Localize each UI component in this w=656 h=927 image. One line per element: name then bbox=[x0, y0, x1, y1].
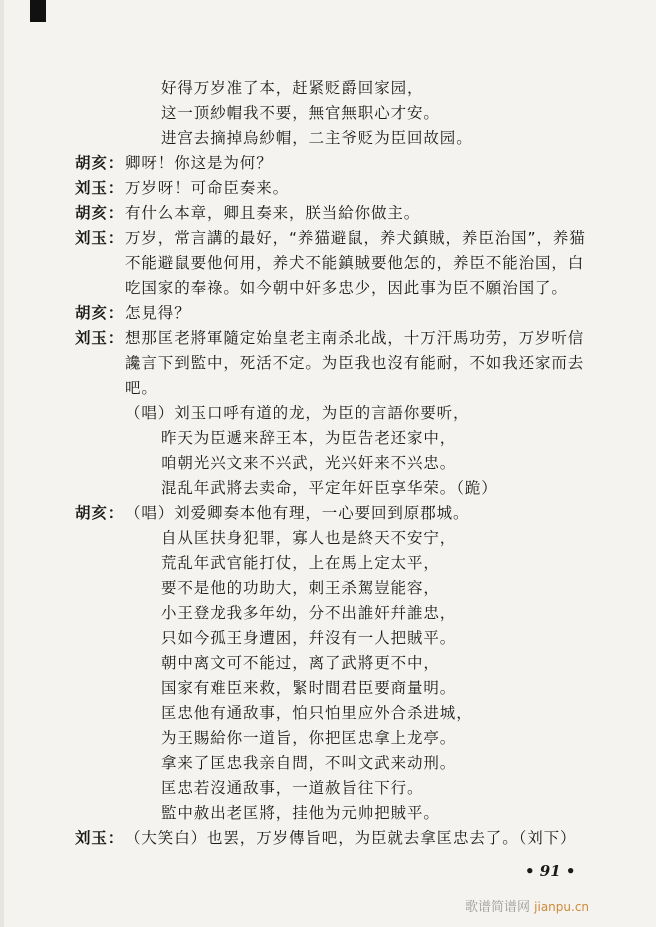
script-line bbox=[75, 626, 635, 651]
scan-edge-mark bbox=[30, 0, 46, 22]
script-line bbox=[75, 726, 635, 751]
line-text: 匡忠他有通敌事，怕只怕里应外合杀进城， bbox=[161, 704, 473, 722]
script-line bbox=[75, 351, 635, 376]
line-text: 为王賜給你一道旨，你把匡忠拿上龙亭。 bbox=[161, 729, 457, 747]
line-text: 吃国家的奉祿。如今朝中奸多忠少，因此事为臣不願治国了。 bbox=[125, 279, 568, 297]
script-line bbox=[75, 701, 635, 726]
script-line bbox=[75, 151, 635, 176]
script-line bbox=[75, 251, 635, 276]
script-line bbox=[75, 651, 635, 676]
script-line bbox=[75, 801, 635, 826]
line-text: 进宫去摘掉烏紗帽，二主爷贬为臣回故园。 bbox=[161, 129, 473, 147]
line-text: 好得万岁准了本，赶紧贬爵回家园， bbox=[161, 79, 424, 97]
line-text: 昨天为臣遞来辞王本，为臣告老还家中， bbox=[161, 429, 457, 447]
speaker-label: 刘玉： bbox=[75, 329, 125, 347]
line-text: 国家有难臣来救，緊时間君臣要商量明。 bbox=[161, 679, 457, 697]
script-line bbox=[75, 226, 635, 251]
script-line bbox=[75, 526, 635, 551]
line-text: 这一顶紗帽我不要，無官無职心才安。 bbox=[161, 104, 440, 122]
script-line bbox=[75, 476, 635, 501]
line-text: 朝中离文可不能过，离了武將更不中， bbox=[161, 654, 440, 672]
script-line bbox=[75, 376, 635, 401]
line-text: 讒言下到監中，死活不定。为臣我也沒有能耐，不如我还家而去 bbox=[125, 354, 585, 372]
script-line bbox=[75, 826, 635, 851]
script-line bbox=[75, 776, 635, 801]
script-line bbox=[75, 426, 635, 451]
watermark-en: jianpu.cn bbox=[534, 900, 590, 914]
page-number: • 91 • bbox=[525, 862, 576, 880]
line-text: （唱）刘玉口呼有道的龙，为臣的言語你要听， bbox=[125, 404, 470, 422]
speaker-label: 刘玉： bbox=[75, 829, 125, 847]
line-text: 監中赦出老匡將，挂他为元帅把賊平。 bbox=[161, 804, 440, 822]
line-text: 想那匡老將軍隨定始皇老主南杀北战，十万汗馬功劳，万岁听信 bbox=[125, 329, 585, 347]
script-line bbox=[75, 76, 635, 101]
line-text: 万岁呀！可命臣奏来。 bbox=[125, 179, 290, 197]
watermark bbox=[465, 896, 589, 915]
script-line bbox=[75, 576, 635, 601]
script-line bbox=[75, 101, 635, 126]
line-text: 不能避鼠要他何用，养犬不能鎮賊要他怎的，养臣不能治国，白 bbox=[125, 254, 585, 272]
line-text: 万岁，常言講的最好，“养猫避鼠，养犬鎮賊，养臣治国”，养猫 bbox=[125, 229, 586, 247]
watermark-cn: 歌谱简谱网 bbox=[465, 900, 531, 915]
line-text: 卿呀！你这是为何？ bbox=[125, 154, 273, 172]
script-line bbox=[75, 401, 635, 426]
speaker-label: 胡亥： bbox=[75, 204, 125, 222]
script-line bbox=[75, 501, 635, 526]
script-line bbox=[75, 276, 635, 301]
speaker-label: 胡亥： bbox=[75, 504, 125, 522]
line-text: 自从匡扶身犯罪，寡人也是終天不安宁， bbox=[161, 529, 457, 547]
script-line bbox=[75, 326, 635, 351]
scan-border bbox=[0, 0, 4, 927]
script-line bbox=[75, 601, 635, 626]
line-text: 咱朝光兴文来不兴武，光兴奸来不兴忠。 bbox=[161, 454, 457, 472]
line-text: 怎見得？ bbox=[125, 304, 191, 322]
script-line bbox=[75, 126, 635, 151]
speaker-label: 刘玉： bbox=[75, 229, 125, 247]
script-line bbox=[75, 451, 635, 476]
line-text: （唱）刘爱卿奏本他有理，一心要回到原郡城。 bbox=[125, 504, 470, 522]
script-line bbox=[75, 676, 635, 701]
speaker-label: 刘玉： bbox=[75, 179, 125, 197]
line-text: 荒乱年武官能打仗，上在馬上定太平， bbox=[161, 554, 440, 572]
line-text: 吧。 bbox=[125, 379, 158, 397]
line-text: 匡忠若沒通敌事，一道赦旨往下行。 bbox=[161, 779, 424, 797]
line-text: 小王登龙我多年幼，分不出誰奸幷誰忠， bbox=[161, 604, 457, 622]
line-text: （大笑白）也罢，万岁傳旨吧，为臣就去拿匡忠去了。（刘下） bbox=[125, 829, 577, 847]
script-line bbox=[75, 176, 635, 201]
script-line bbox=[75, 751, 635, 776]
line-text: 要不是他的功助大，刺王杀駕豈能容， bbox=[161, 579, 440, 597]
script-line bbox=[75, 551, 635, 576]
line-text: 有什么本章，卿且奏来，朕当給你做主。 bbox=[125, 204, 421, 222]
speaker-label: 胡亥： bbox=[75, 304, 125, 322]
line-text: 混乱年武將去卖命，平定年奸臣享华荣。（跪） bbox=[161, 479, 498, 497]
line-text: 只如今孤王身遭困，幷沒有一人把賊平。 bbox=[161, 629, 457, 647]
line-text: 拿来了匡忠我亲自問，不叫文武来动刑。 bbox=[161, 754, 457, 772]
script-line bbox=[75, 301, 635, 326]
script-line bbox=[75, 201, 635, 226]
script-body bbox=[75, 76, 635, 851]
speaker-label: 胡亥： bbox=[75, 154, 125, 172]
